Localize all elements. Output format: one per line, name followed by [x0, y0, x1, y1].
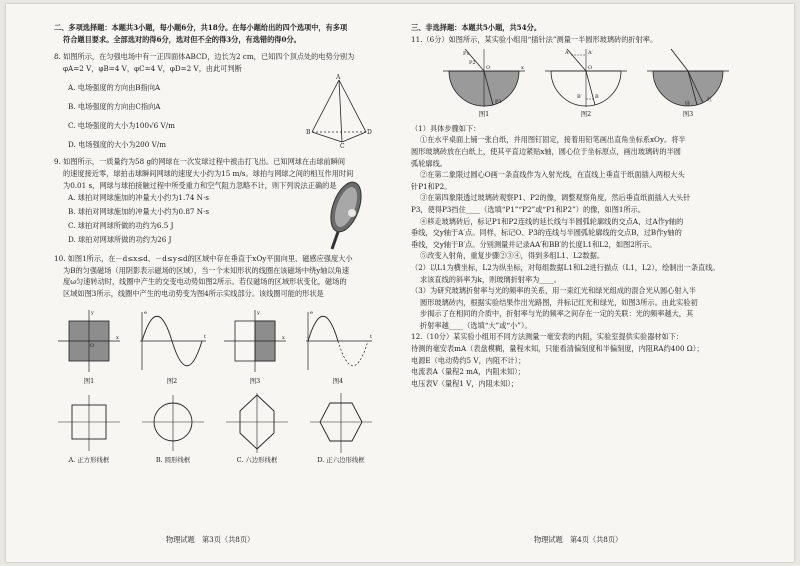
- svg-text:B′: B′: [577, 94, 582, 101]
- q11-part2-a: （2）以L1为横坐标，L2为纵坐标，对每组数据L1和L2进行描点（L1，L2），绘制出一条直线。: [411, 262, 720, 272]
- q9-stem-cont1: 的速度接近零，球拍击球瞬间网球的速度大小约为15 m/s。球拍与网球之间的相互作用时间: [63, 168, 354, 178]
- q10-stem-cont1: 为B的匀强磁场（用阴影表示磁场的区域），当一个未知形状的线圈在该磁场中绕y轴以角速: [63, 265, 350, 275]
- q8-option-d: D. 电场强度的大小为200 V/m: [68, 140, 167, 150]
- q9-option-d: D. 球拍对网球所做的功约为26 J: [68, 235, 172, 245]
- svg-text:y: y: [91, 309, 94, 316]
- svg-text:t: t: [204, 333, 207, 340]
- svg-text:P2: P2: [469, 60, 476, 67]
- hexagon-coil-figure: [222, 391, 292, 455]
- fig4-half-emf: [300, 306, 376, 376]
- q11-fig2: [543, 47, 629, 121]
- svg-text:A: A: [336, 74, 341, 82]
- regular-hexagon-coil-figure: [306, 391, 376, 455]
- q9-stem: 9. 如图所示，一质量约为58 g的网球在一次发球过程中被击打飞出。已知网球在击球前瞬间: [54, 157, 346, 167]
- svg-text:O: O: [90, 342, 95, 349]
- q11-part1: （1）具体步骤如下：: [411, 123, 481, 133]
- option-d-caption: D. 正六边形线框: [317, 456, 365, 465]
- q8-stem: 8. 如图所示，在匀强电场中有一正四面体ABCD，边长为2 cm，已知四个顶点处的电势分别为: [54, 52, 355, 62]
- svg-text:O: O: [486, 65, 491, 72]
- q8-option-a: A. 电场强度的方向由B指向A: [68, 83, 161, 93]
- svg-text:A: A: [565, 50, 569, 57]
- fig3-caption: 图3: [249, 376, 261, 385]
- q12-stem: 12.（10分）某实验小组用不同方法测量一毫安表的内阻，实验室提供实验器材如下：: [411, 332, 684, 342]
- q11-fig1: [441, 47, 527, 121]
- q11-step4-a: ④移走玻璃砖后，标记P1和P2连线的延长线与半圆弧轮廓线的交点A，过A作y轴的: [420, 216, 684, 226]
- q9-option-a: A. 球拍对网球施加的冲量大小约为1.74 N·s: [68, 193, 209, 203]
- q11-fig3-semicircle: [645, 47, 731, 109]
- exam-sheet: [6, 4, 794, 562]
- option-c-caption: C. 六边形线框: [236, 456, 278, 465]
- q11-step2-b: 针P1和P2。: [411, 181, 452, 191]
- svg-text:x: x: [116, 334, 119, 341]
- option-a-caption: A. 正方形线框: [68, 456, 110, 465]
- fig2-caption: 图2: [166, 376, 178, 385]
- q11-fig3-caption: 图3: [682, 110, 694, 119]
- svg-text:B: B: [306, 129, 311, 137]
- q9-option-b: B. 球拍对网球施加的冲量大小约为0.87 N·s: [68, 207, 210, 217]
- q11-fig1-caption: 图1: [478, 110, 490, 119]
- fig3-half-field: [220, 306, 290, 376]
- q11-step4-b: 垂线，交y轴于A′点。同样，标记O、P3的连线与半圆弧轮廓线的交点B，过B作y轴的: [411, 228, 682, 238]
- svg-text:e: e: [310, 309, 313, 316]
- q11-part2-b: 求该直线的斜率为k，则玻璃折射率为____。: [420, 274, 561, 284]
- q10-stem: 10. 如图1所示，在－d≤x≤d、－d≤y≤d的区域中存在垂直于xOy平面向里、磁感应强度大小: [54, 254, 353, 264]
- q8-stem-cont: φA=2 V，φB=4 V，φC=4 V，φD=2 V，由此可判断: [63, 63, 242, 73]
- svg-text:C: C: [340, 143, 345, 149]
- svg-text:P3: P3: [495, 99, 502, 106]
- q11-fig2-caption: 图2: [580, 110, 592, 119]
- q10-fig2: [134, 306, 210, 388]
- q10-fig4: [300, 306, 376, 388]
- q10-stem-cont2: 度ω匀速转动时，线圈中产生的交变电动势如图2所示。若仅磁场的区域形状变化，磁场的: [63, 277, 347, 287]
- q12-item-milliammeter: 待测的毫安表mA（表盘模糊，量程未知，只能看清偏刻度和半偏刻度，内阻RA约400 Ω）；: [411, 344, 704, 354]
- right-page-footer: 物理试题 第4页（共8页）: [534, 535, 623, 544]
- q10-fig3: [220, 306, 290, 388]
- svg-text:y: y: [257, 309, 260, 316]
- right-column: [411, 22, 771, 389]
- svg-text:O: O: [588, 65, 593, 72]
- fig1-caption: 图1: [83, 376, 95, 385]
- q11-fig2-semicircle: [543, 47, 629, 109]
- q12-item-source: 电源E（电动势约5 V，内阻不计）；: [411, 355, 526, 365]
- q9-block: [54, 191, 376, 253]
- svg-text:D: D: [367, 129, 372, 137]
- q10-figures-row: [54, 306, 376, 388]
- svg-text:e: e: [144, 309, 147, 316]
- q11-fig1-semicircle: [441, 47, 527, 109]
- q12-item-ammeter: 电流表A（量程2 mA，内阻未知）；: [411, 367, 525, 377]
- q11-figures-row: [441, 47, 731, 121]
- left-column: [54, 22, 376, 467]
- q11-part3-b: 圆形玻璃砖内，根据实验结果作出光路图，并标记红光和绿光，如图3所示。由此实验初: [420, 297, 698, 307]
- q8-block: [54, 74, 376, 156]
- svg-text:t: t: [370, 333, 373, 340]
- red-light-label: 红: [707, 97, 713, 104]
- svg-text:P1: P1: [463, 51, 470, 58]
- option-b-caption: B. 圆形线框: [155, 456, 191, 465]
- q11-step3-b: P3，使得P3挡住____（选填“P1”“P2”或“P1和P2”）的像，如图1所示。: [411, 204, 646, 214]
- q10-options-row: [54, 391, 376, 467]
- q11-step1-a: ①在水平桌面上铺一张白纸，并用图钉固定，接着用铅笔画出直角坐标系xOy。将半: [420, 135, 686, 145]
- tetrahedron-figure: [306, 74, 372, 148]
- section3-heading: 三、非选择题：本题共5小题，共54分。: [411, 23, 542, 32]
- q11-step5: ⑤改变入射角，重复步骤②③④，得到多组L1、L2数据。: [420, 251, 605, 261]
- svg-text:x: x: [521, 65, 524, 72]
- q11-part3-a: （3）为研究玻璃折射率与光的频率的关系，用一束红光和绿光组成的混合光从圆心射入半: [411, 286, 696, 296]
- q8-option-c: C. 电场强度的大小为100√6 V/m: [68, 121, 175, 131]
- left-page-footer: 物理试题 第3页（共8页）: [166, 535, 255, 544]
- q10-option-c: [222, 391, 292, 467]
- green-light-label: 绿: [685, 101, 691, 108]
- q10-stem-cont3: 区域如图3所示，线圈中产生的电动势变为图4所示实线部分。该线圈可能的形状是: [63, 288, 324, 298]
- q10-fig1: [54, 306, 124, 388]
- svg-text:x: x: [282, 334, 285, 341]
- q9-option-c: C. 球拍对网球所做的功约为6.5 J: [68, 221, 174, 231]
- square-coil-figure: [54, 391, 124, 455]
- fig2-sine-emf: [134, 306, 210, 376]
- q11-fig3: [645, 47, 731, 121]
- q10-option-b: [138, 391, 208, 467]
- q11-stem: 11.（6分）如图所示，某实验小组用“插针法”测量一半圆形玻璃砖的折射率。: [411, 34, 658, 44]
- fig4-caption: 图4: [332, 376, 344, 385]
- q11-part3-c: 步揭示了在相同的介质中，折射率与光的频率之间存在一定的关联：光的频率越大，其: [420, 309, 694, 319]
- q8-option-b: B. 电场强度的方向由C指向A: [68, 102, 161, 112]
- q11-step4-c: 垂线，交y轴于B′点。分别测量并记录AA′和BB′的长度L1和L2，如图2所示。: [411, 239, 657, 249]
- svg-text:B: B: [595, 94, 599, 101]
- fig1-square-field: [54, 306, 124, 376]
- q11-step1-c: 弧轮廓线。: [411, 158, 447, 168]
- section2-heading: 二、多项选择题：本题共3小题，每小题6分，共18分。在每小题给出的四个选项中，有多项: [54, 23, 348, 32]
- svg-text:A′: A′: [588, 50, 593, 57]
- tennis-racket-photo: [316, 177, 372, 251]
- q11-step1-b: 圆形玻璃砖放在白纸上，使其平直边紧贴x轴，圆心位于坐标原点，画出玻璃砖的半圆: [411, 146, 681, 156]
- q11-step3-a: ③在第四象限透过玻璃砖观察P1、P2的像，调整观察角度，然后垂直纸面插入大头针: [420, 193, 691, 203]
- section2-heading-cont: 符合题目要求。全部选对的得6分，选对但不全的得3分，有选错的得0分。: [63, 34, 301, 44]
- q9-stem-cont2: 为0.01 s，网球与球拍接触过程中所受重力和空气阻力忽略不计，则下列说法正确的是: [63, 180, 337, 190]
- q11-step2-a: ②在第二象限过圆心O画一条直线作为入射光线，在直线上垂直于纸面插入两根大头: [420, 170, 685, 180]
- q10-option-a: [54, 391, 124, 467]
- q12-item-voltmeter: 电压表V（量程1 V，内阻未知）；: [411, 378, 519, 388]
- q11-part3-d: 折射率越____（选填“大”或“小”）。: [420, 320, 532, 330]
- circle-coil-figure: [138, 391, 208, 455]
- q10-option-d: [306, 391, 376, 467]
